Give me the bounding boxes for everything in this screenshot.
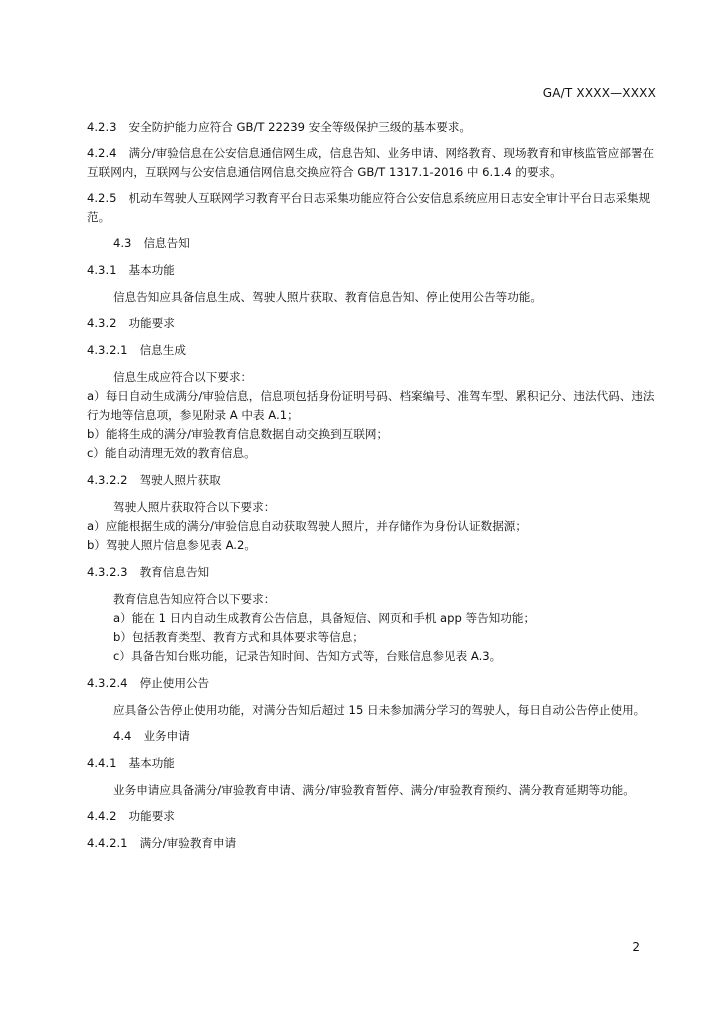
- section-title: 业务申请: [143, 729, 190, 743]
- clause-title: 基本功能: [128, 756, 175, 770]
- clause-title: 驾驶人照片获取: [139, 473, 221, 487]
- list-intro: 信息生成应符合以下要求：: [113, 370, 253, 384]
- clause-number: 4.3.2.2: [87, 473, 128, 487]
- section-heading-4-3: [87, 234, 659, 253]
- clause-number: 4.3.1: [87, 263, 117, 277]
- document-code: GA/T XXXX—XXXX: [542, 86, 656, 100]
- section-number: 4.3: [113, 236, 132, 250]
- clause-title: 满分/审验教育申请: [139, 836, 237, 850]
- clause-heading-4-3-1: [87, 261, 659, 280]
- paragraph-4-3-1: 信息告知应具备信息生成、驾驶人照片获取、教育信息告知、停止使用公告等功能。: [113, 290, 542, 304]
- list-intro: 教育信息告知应符合以下要求：: [113, 592, 276, 606]
- document-body: [87, 118, 659, 861]
- clause-number: 4.4.2.1: [87, 836, 128, 850]
- clause-text: 满分/审验信息在公安信息通信网生成，信息告知、业务申请、网络教育、现场教育和审核监管应部署在互联网内，互联网与公安信息通信网信息交换应符合 GB/T 1317.1-2016 中 6.1.4 的要求。: [87, 146, 655, 179]
- clause-heading-4-3-2: [87, 314, 659, 333]
- list-block-4-3-2-3: [87, 590, 659, 666]
- section-number: 4.4: [113, 729, 132, 743]
- clause-text: 安全防护能力应符合 GB/T 22239 安全等级保护三级的基本要求。: [128, 120, 472, 134]
- clause-number: 4.2.5: [87, 191, 117, 205]
- clause-title: 功能要求: [128, 316, 175, 330]
- clause-title: 功能要求: [128, 809, 175, 823]
- clause-number: 4.2.4: [87, 146, 117, 160]
- clause-4-2-5: [87, 189, 659, 227]
- clause-title: 教育信息告知: [139, 565, 210, 579]
- clause-number: 4.3.2.3: [87, 565, 128, 579]
- list-intro: 驾驶人照片获取符合以下要求：: [113, 500, 276, 514]
- list-block-4-3-2-1: [87, 368, 659, 463]
- clause-number: 4.2.3: [87, 120, 117, 134]
- paragraph-4-3-2-4: 应具备公告停止使用功能，对满分告知后超过 15 日未参加满分学习的驾驶人，每日自动公告停止使用。: [113, 703, 646, 717]
- clause-number: 4.3.2: [87, 316, 117, 330]
- clause-heading-4-3-2-2: [87, 471, 659, 490]
- section-heading-4-4: [87, 727, 659, 746]
- clause-4-2-4: [87, 144, 659, 182]
- page-number: 2: [632, 940, 640, 954]
- clause-heading-4-4-2: [87, 807, 659, 826]
- list-item: a）能在 1 日内自动生成教育公告信息，具备短信、网页和手机 app 等告知功能；: [113, 611, 536, 625]
- list-item: b）包括教育类型、教育方式和具体要求等信息；: [113, 630, 364, 644]
- list-item: a）每日自动生成满分/审验信息，信息项包括身份证明号码、档案编号、准驾车型、累积记分、违法代码、违法行为地等信息项，参见附录 A 中表 A.1；: [87, 389, 655, 422]
- clause-number: 4.4.2: [87, 809, 117, 823]
- clause-text: 机动车驾驶人互联网学习教育平台日志采集功能应符合公安信息系统应用日志安全审计平台日志采集规范。: [87, 191, 651, 224]
- clause-title: 停止使用公告: [139, 676, 210, 690]
- clause-heading-4-3-2-3: [87, 563, 659, 582]
- clause-heading-4-3-2-1: [87, 341, 659, 360]
- clause-heading-4-3-2-4: [87, 674, 659, 693]
- list-item: c）具备告知台账功能，记录告知时间、告知方式等，台账信息参见表 A.3。: [113, 649, 502, 663]
- clause-number: 4.3.2.1: [87, 343, 128, 357]
- clause-number: 4.4.1: [87, 756, 117, 770]
- section-title: 信息告知: [143, 236, 190, 250]
- list-item: b）驾驶人照片信息参见表 A.2。: [87, 538, 256, 552]
- clause-number: 4.3.2.4: [87, 676, 128, 690]
- list-item: b）能将生成的满分/审验教育信息数据自动交换到互联网；: [87, 427, 389, 441]
- clause-heading-4-4-1: [87, 754, 659, 773]
- clause-heading-4-4-2-1: [87, 834, 659, 853]
- clause-4-2-3: [87, 118, 659, 137]
- clause-title: 信息生成: [139, 343, 186, 357]
- list-item: a）应能根据生成的满分/审验信息自动获取驾驶人照片，并存储作为身份认证数据源；: [87, 519, 527, 533]
- clause-title: 基本功能: [128, 263, 175, 277]
- list-item: c）能自动清理无效的教育信息。: [87, 446, 256, 460]
- paragraph-4-4-1: 业务申请应具备满分/审验教育申请、满分/审验教育暂停、满分/审验教育预约、满分教育延期等功能。: [113, 783, 635, 797]
- list-block-4-3-2-2: [87, 498, 659, 555]
